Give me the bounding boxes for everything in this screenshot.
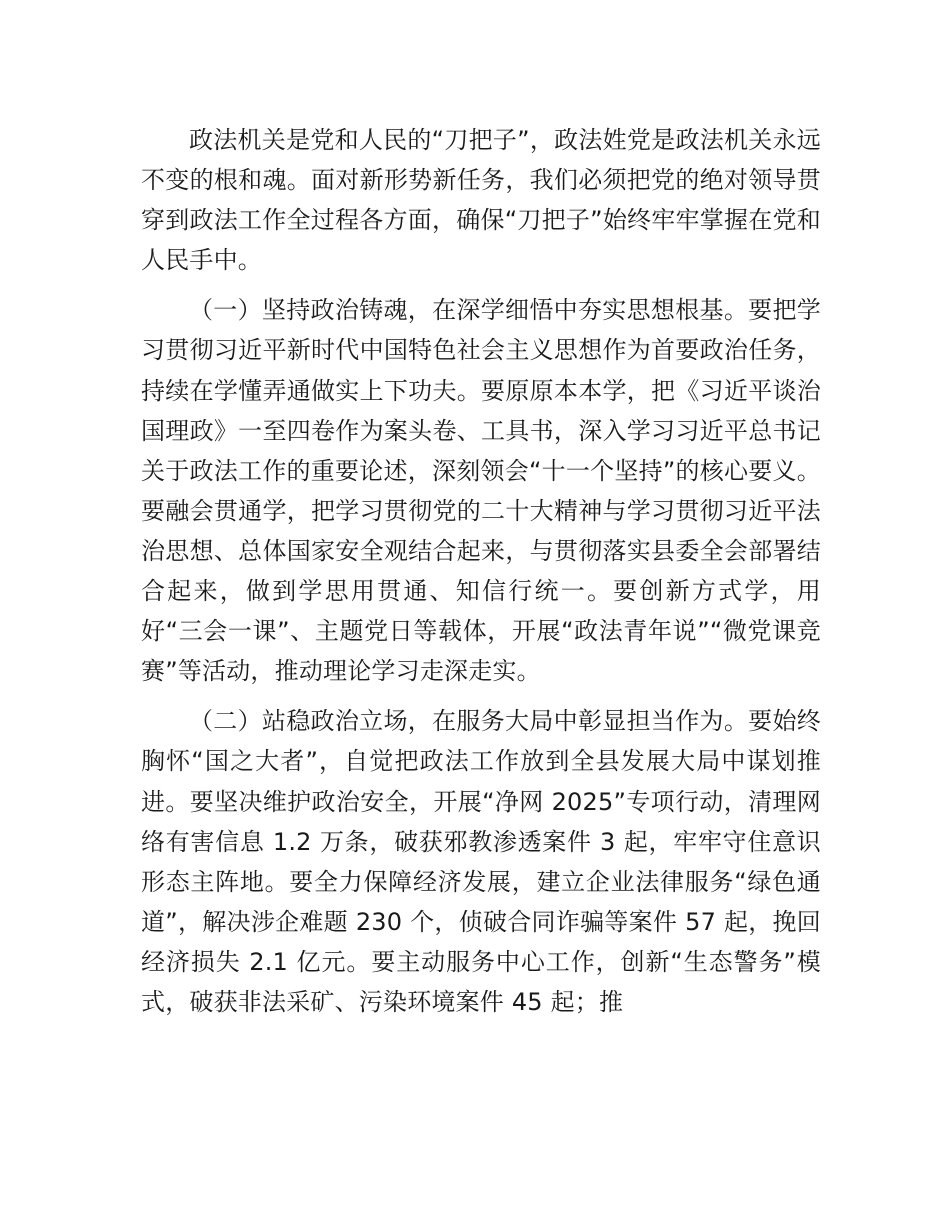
paragraph-intro: 政法机关是党和人民的“刀把子”，政法姓党是政法机关永远不变的根和魂。面对新形势新任务，我们必须把党的绝对领导贯穿到政法工作全过程各方面，确保“刀把子”始终牢牢掌握在党和人民手中。 [141, 126, 821, 275]
paragraph-section-1: （一）坚持政治铸魂，在深学细悟中夯实思想根基。要把学习贯彻习近平新时代中国特色社会主义思想作为首要政治任务，持续在学懂弄通做实上下功夫。要原原本本学，把《习近平谈治国理政》一至四卷作为案头卷、工具书，深入学习习近平总书记关于政法工作的重要论述，深刻领会“十一个坚持”的核心要义。要融会贯通学，把学习贯彻党的二十大精神与学习贯彻习近平法治思想、总体国家安全观结合起来，与贯彻落实县委全会部署结合起来，做到学思用贯通、知信行统一。要创新方式学，用好“三会一课”、主题党日等载体，开展“政法青年说”“微党课竞赛”等活动，推动理论学习走深走实。 [141, 296, 821, 686]
paragraph-section-2: （二）站稳政治立场，在服务大局中彰显担当作为。要始终胸怀“国之大者”，自觉把政法工作放到全县发展大局中谋划推进。要坚决维护政治安全，开展“净网 2025”专项行动，清理网络有害信息 1.2 万条，破获邪教渗透案件 3 起，牢牢守住意识形态主阵地。要全力保障经济发展，建立企业法律服务“绿色通道”，解决涉企难题 230 个，侦破合同诈骗等案件 57 起，挽回经济损失 2.1 亿元。要主动服务中心工作，创新“生态警务”模式，破获非法采矿、污染环境案件 45 起；推 [141, 707, 821, 1016]
document-body [141, 120, 821, 1022]
